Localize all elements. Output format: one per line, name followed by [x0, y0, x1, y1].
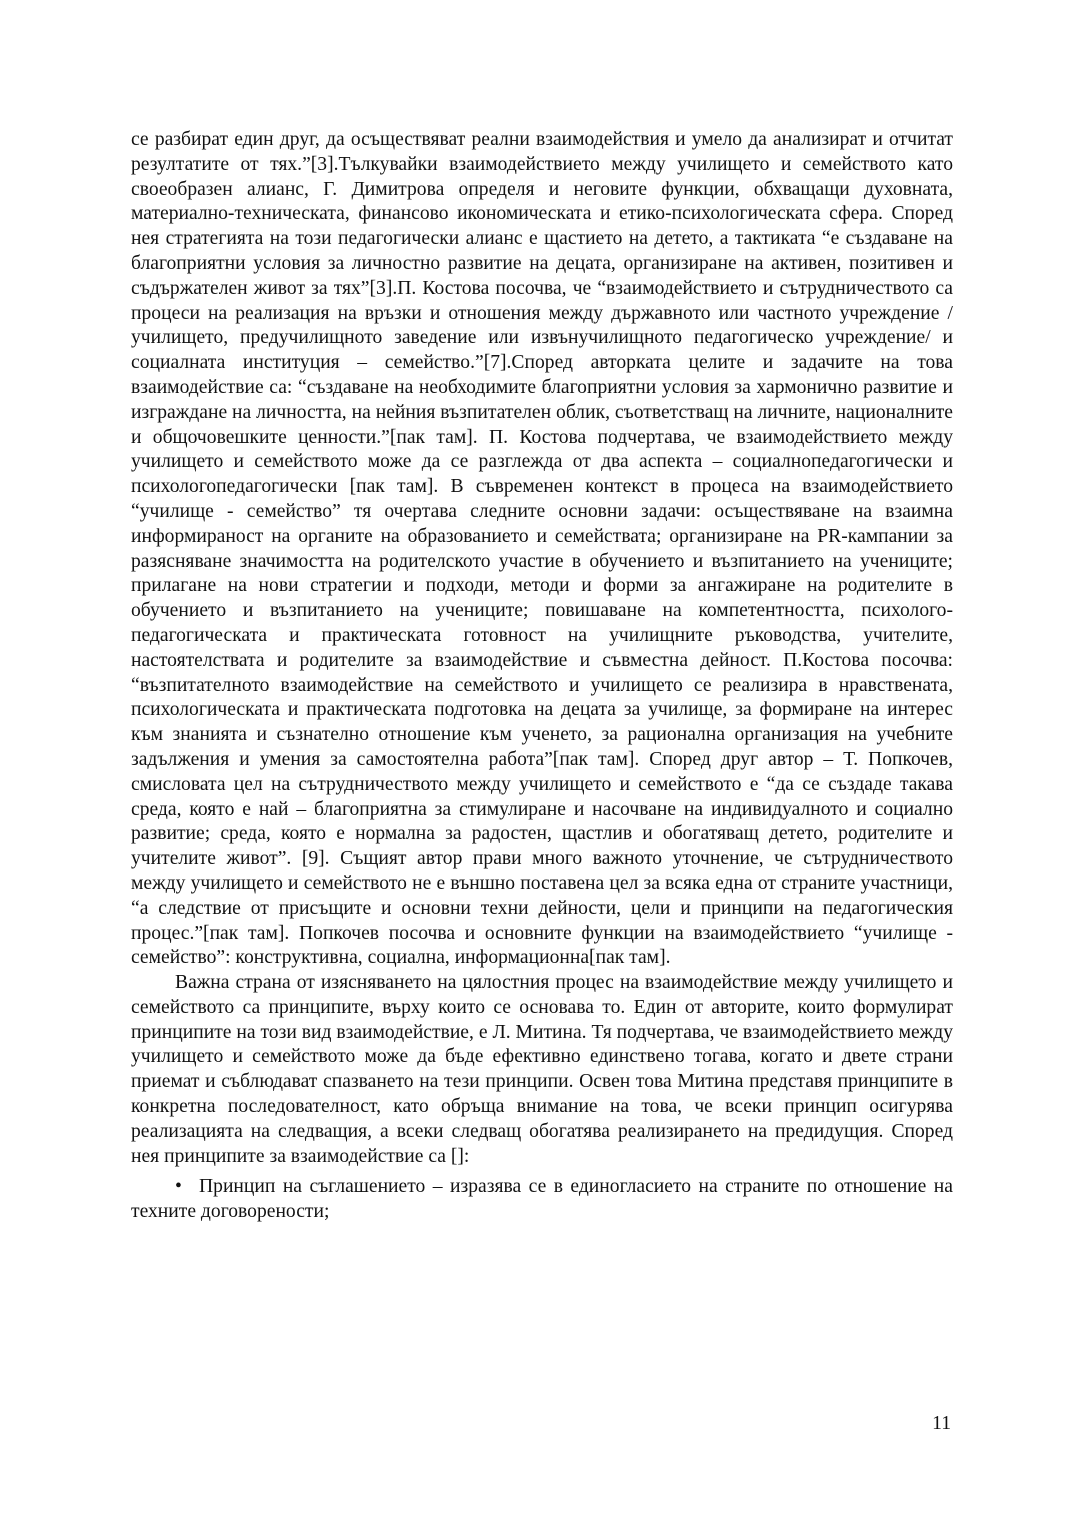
body-paragraph-1: се разбират един друг, да осъществяват реални взаимодействия и умело да анализират и отчитат резултатите от тях.”[3].Тълкувайки взаимодействието между училището и семейството като своеобразен алианс, Г. Димитрова определя и неговите функции, обхващащи духовната, материално-техническата, финансово икономическата и етико-психологическата сфера. Според нея стратегията на този педагогически алианс е щастието на детето, а тактиката “е създаване на благоприятни условия за личностно развитие на децата, организиране на активен, позитивен и съдържателен живот за тях”[3].П. Костова посочва, че “взаимодействието и сътрудничеството са процеси на реализация на връзки и отношения между държавното или частното учреждение /училището, предучилищното заведение или извънучилищното педагогическо учреждение/ и социалната институция – семейство.”[7].Според авторката целите и задачите на това взаимодействие са: “създаване на необходимите благоприятни условия за хармонично развитие и изграждане на личността, на нейния възпитателен облик, съответстващ на личните, националните и общочовешките ценности.”[пак там]. П. Костова подчертава, че взаимодействието между училището и семейството може да се разглежда от два аспекта – социалнопедагогически и психологопедагогически [пак там]. В съвременен контекст в процеса на взаимодействието “училище - семейство” тя очертава следните основни задачи: осъществяване на взаимна информираност на органите на образованието и семействата; организиране на PR-кампании за разясняване значимостта на родителското участие в обучението и възпитанието на учениците; прилагане на нови стратегии и подходи, методи и форми за ангажиране на родителите в обучението и възпитанието на учениците; повишаване на компетентността, психолого-педагогическата и практическата готовност на училищните ръководства, учителите, настоятелствата и родителите за взаимодействие и съвместна дейност. П.Костова посочва: “възпитателното взаимодействие на семейството и училището се реализира в нравствената, психологическата и практическата подготовка на децата за училище, за формиране на интерес към знанията и съзнателно отношение към ученето, за рационална организация на учебните задължения и умения за самостоятелна работа”[пак там]. Според друг автор – Т. Попкочев, смисловата цел на сътрудничеството между училището и семейството е “да се създаде такава среда, която е най – благоприятна за стимулиране и насочване на индивидуалното и социално развитие; среда, която е нормална за радостен, щастлив и обогатяващ детето, родителите и учителите живот”. [9]. Същият автор прави много важното уточнение, че сътрудничеството между училището и семейството не е външно поставена цел за всяка една от страните участници, “а следствие от присъщите и основни техни дейности, цели и принципи на педагогическия процес.”[пак там]. Попкочев посочва и основните функции на взаимодействието “училище - семейство”: конструктивна, социална, информационна[пак там].: [131, 129, 953, 969]
document-page: [131, 128, 953, 1225]
page-number: 11: [932, 1413, 951, 1434]
bullet-icon: •: [175, 1176, 182, 1198]
bullet-list-item: [131, 1175, 953, 1225]
body-paragraph-2: Важна страна от изясняването на цялостния процес на взаимодействие между училището и семейството са принципите, върху които се основава то. Един от авторите, които формулират принципите на този вид взаимодействие, е Л. Митина. Тя подчертава, че взаимодействието между училището и семейството може да бъде ефективно единствено тогава, когато и двете страни приемат и съблюдават спазването на тези принципи. Освен това Митина представя принципите в конкретна последователност, като обръща внимание на това, че всеки принцип осигурява реализацията на следващия, а всеки следващ обогатява реализирането на предидущия. Според нея принципите за взаимодействие са []:: [131, 972, 953, 1167]
bullet-text: Принцип на съглашението – изразява се в единогласието на страните по отношение на техните договорености;: [131, 1176, 953, 1223]
